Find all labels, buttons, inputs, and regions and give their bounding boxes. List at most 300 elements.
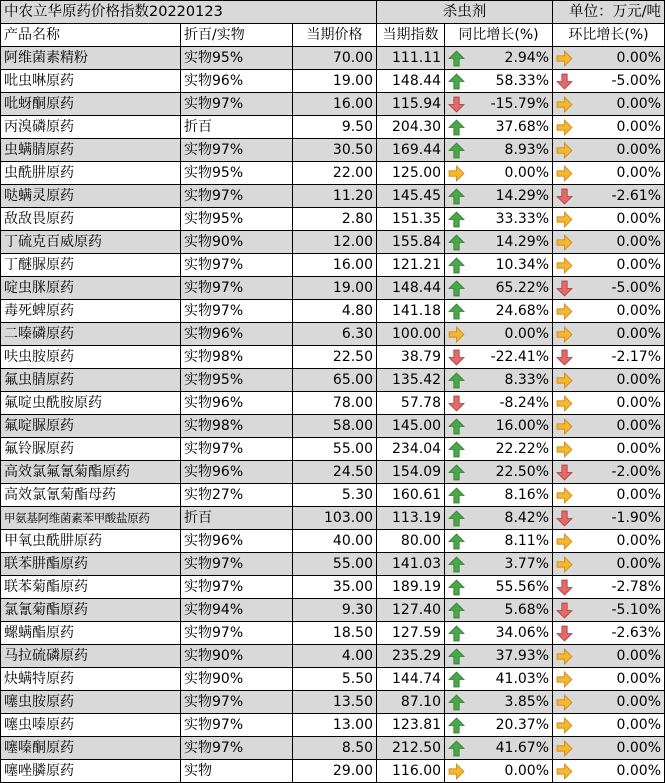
yoy-value: 3.85% <box>504 694 550 710</box>
mom-value: 0.00% <box>616 303 662 319</box>
mom-cell <box>553 691 665 714</box>
mom-value: 0.00% <box>616 326 662 342</box>
yoy-cell <box>445 70 553 93</box>
price-cell: 22.50 <box>293 346 377 369</box>
table-row <box>1 415 665 438</box>
index-cell: 141.03 <box>377 553 445 576</box>
green-up-arrow-icon <box>448 257 465 274</box>
mom-cell <box>553 415 665 438</box>
product-name-cell: 氟啶脲原药 <box>1 415 181 438</box>
table-row <box>1 231 665 254</box>
header-row <box>1 24 665 47</box>
yoy-value: 0.00% <box>504 326 550 342</box>
table-row <box>1 576 665 599</box>
mom-cell <box>553 254 665 277</box>
yellow-right-arrow-icon <box>556 303 573 320</box>
header-index: 当期指数 <box>377 24 445 47</box>
yoy-cell <box>445 47 553 70</box>
mom-value: 0.00% <box>616 119 662 135</box>
price-cell: 5.50 <box>293 668 377 691</box>
mom-cell <box>553 668 665 691</box>
table-row <box>1 530 665 553</box>
product-name-cell: 氟虫腈原药 <box>1 369 181 392</box>
table-row <box>1 116 665 139</box>
index-cell: 100.00 <box>377 323 445 346</box>
product-name-cell: 呋虫胺原药 <box>1 346 181 369</box>
index-cell: 125.00 <box>377 162 445 185</box>
red-down-arrow-icon <box>556 602 573 619</box>
spec-cell: 折百 <box>181 507 293 530</box>
green-up-arrow-icon <box>448 372 465 389</box>
mom-value: 0.00% <box>616 395 662 411</box>
table-row <box>1 300 665 323</box>
mom-value: 0.00% <box>616 717 662 733</box>
table-row <box>1 277 665 300</box>
yoy-value: 37.93% <box>495 648 550 664</box>
mom-cell <box>553 737 665 760</box>
mom-cell <box>553 530 665 553</box>
mom-value: 0.00% <box>616 211 662 227</box>
yoy-cell <box>445 254 553 277</box>
table-row <box>1 208 665 231</box>
yoy-cell <box>445 346 553 369</box>
yellow-right-arrow-icon <box>556 648 573 665</box>
index-cell: 155.84 <box>377 231 445 254</box>
green-up-arrow-icon <box>448 579 465 596</box>
index-cell: 204.30 <box>377 116 445 139</box>
yoy-cell <box>445 392 553 415</box>
yellow-right-arrow-icon <box>556 119 573 136</box>
yoy-value: 22.50% <box>495 464 550 480</box>
yoy-cell <box>445 116 553 139</box>
table-row <box>1 254 665 277</box>
spec-cell: 实物97% <box>181 185 293 208</box>
yellow-right-arrow-icon <box>556 257 573 274</box>
price-cell: 16.00 <box>293 254 377 277</box>
yoy-value: 33.33% <box>495 211 550 227</box>
index-cell: 145.00 <box>377 415 445 438</box>
yoy-value: 0.00% <box>504 763 550 779</box>
price-cell: 78.00 <box>293 392 377 415</box>
green-up-arrow-icon <box>448 119 465 136</box>
product-name-cell: 阿维菌素精粉 <box>1 47 181 70</box>
table-row <box>1 484 665 507</box>
product-name-cell: 高效氯氟氰菊酯原药 <box>1 461 181 484</box>
price-cell: 9.50 <box>293 116 377 139</box>
green-up-arrow-icon <box>448 556 465 573</box>
mom-value: -2.63% <box>611 625 662 641</box>
product-name-cell: 氟铃脲原药 <box>1 438 181 461</box>
spec-cell: 实物97% <box>181 277 293 300</box>
yoy-value: -8.24% <box>499 395 550 411</box>
red-down-arrow-icon <box>448 395 465 412</box>
price-cell: 12.00 <box>293 231 377 254</box>
yoy-cell <box>445 576 553 599</box>
product-name-cell: 哒螨灵原药 <box>1 185 181 208</box>
green-up-arrow-icon <box>448 303 465 320</box>
table-row <box>1 507 665 530</box>
price-cell: 19.00 <box>293 70 377 93</box>
unit-label: 单位：万元/吨 <box>553 1 665 24</box>
red-down-arrow-icon <box>556 349 573 366</box>
red-down-arrow-icon <box>556 579 573 596</box>
mom-value: 0.00% <box>616 441 662 457</box>
yoy-value: 8.16% <box>504 487 550 503</box>
yoy-cell <box>445 599 553 622</box>
index-cell: 141.18 <box>377 300 445 323</box>
green-up-arrow-icon <box>448 50 465 67</box>
index-cell: 169.44 <box>377 139 445 162</box>
price-cell: 4.00 <box>293 645 377 668</box>
spec-cell: 实物98% <box>181 415 293 438</box>
mom-cell <box>553 70 665 93</box>
yoy-value: -22.41% <box>490 349 550 365</box>
mom-value: -2.00% <box>611 464 662 480</box>
red-down-arrow-icon <box>448 96 465 113</box>
yoy-cell <box>445 323 553 346</box>
index-cell: 234.04 <box>377 438 445 461</box>
mom-cell <box>553 277 665 300</box>
yoy-cell <box>445 185 553 208</box>
mom-value: -2.78% <box>611 579 662 595</box>
yellow-right-arrow-icon <box>556 142 573 159</box>
table-row <box>1 392 665 415</box>
table-row <box>1 553 665 576</box>
yoy-value: 14.29% <box>495 234 550 250</box>
table-row <box>1 760 665 783</box>
spec-cell: 实物90% <box>181 668 293 691</box>
yoy-cell <box>445 139 553 162</box>
green-up-arrow-icon <box>448 487 465 504</box>
index-cell: 116.00 <box>377 760 445 783</box>
index-cell: 145.45 <box>377 185 445 208</box>
mom-cell <box>553 507 665 530</box>
green-up-arrow-icon <box>448 510 465 527</box>
product-name-cell: 噻虫嗪原药 <box>1 714 181 737</box>
yoy-value: 14.29% <box>495 188 550 204</box>
product-name-cell: 啶虫脒原药 <box>1 277 181 300</box>
yoy-cell <box>445 369 553 392</box>
index-cell: 148.44 <box>377 70 445 93</box>
yoy-value: 41.03% <box>495 671 550 687</box>
table-row <box>1 139 665 162</box>
price-cell: 9.30 <box>293 599 377 622</box>
mom-cell <box>553 47 665 70</box>
mom-cell <box>553 576 665 599</box>
table-row <box>1 714 665 737</box>
mom-value: 0.00% <box>616 533 662 549</box>
spec-cell: 实物97% <box>181 254 293 277</box>
mom-value: 0.00% <box>616 671 662 687</box>
yoy-cell <box>445 553 553 576</box>
mom-cell <box>553 346 665 369</box>
price-cell: 103.00 <box>293 507 377 530</box>
table-row <box>1 185 665 208</box>
product-name-cell: 氟啶虫酰胺原药 <box>1 392 181 415</box>
yellow-right-arrow-icon <box>556 96 573 113</box>
spec-cell: 实物97% <box>181 300 293 323</box>
product-name-cell: 丙溴磷原药 <box>1 116 181 139</box>
green-up-arrow-icon <box>448 73 465 90</box>
product-name-cell: 马拉硫磷原药 <box>1 645 181 668</box>
mom-cell <box>553 760 665 783</box>
mom-value: 0.00% <box>616 372 662 388</box>
table-row <box>1 461 665 484</box>
yoy-cell <box>445 530 553 553</box>
mom-value: -2.61% <box>611 188 662 204</box>
yoy-cell <box>445 714 553 737</box>
index-cell: 160.61 <box>377 484 445 507</box>
product-name-cell: 噻嗪酮原药 <box>1 737 181 760</box>
product-name-cell: 甲氧虫酰肼原药 <box>1 530 181 553</box>
yoy-value: 8.93% <box>504 142 550 158</box>
mom-value: -1.90% <box>611 510 662 526</box>
green-up-arrow-icon <box>448 625 465 642</box>
table-row <box>1 599 665 622</box>
mom-cell <box>553 369 665 392</box>
spec-cell: 实物97% <box>181 622 293 645</box>
index-cell: 235.29 <box>377 645 445 668</box>
index-cell: 135.42 <box>377 369 445 392</box>
mom-cell <box>553 139 665 162</box>
product-name-cell: 联苯菊酯原药 <box>1 576 181 599</box>
yoy-value: 10.34% <box>495 257 550 273</box>
price-cell: 29.00 <box>293 760 377 783</box>
mom-cell <box>553 553 665 576</box>
product-name-cell: 虫螨腈原药 <box>1 139 181 162</box>
yoy-value: 8.33% <box>504 372 550 388</box>
spec-cell: 实物98% <box>181 346 293 369</box>
sheet-title: 中农立华原药价格指数20220123 <box>1 1 377 24</box>
price-cell: 35.00 <box>293 576 377 599</box>
product-name-cell: 吡蚜酮原药 <box>1 93 181 116</box>
yoy-cell <box>445 461 553 484</box>
red-down-arrow-icon <box>556 510 573 527</box>
green-up-arrow-icon <box>448 464 465 481</box>
mom-cell <box>553 93 665 116</box>
price-cell: 70.00 <box>293 47 377 70</box>
mom-value: 0.00% <box>616 418 662 434</box>
mom-cell <box>553 392 665 415</box>
yoy-cell <box>445 622 553 645</box>
yoy-value: 65.22% <box>495 280 550 296</box>
yellow-right-arrow-icon <box>448 326 465 343</box>
yellow-right-arrow-icon <box>556 763 573 780</box>
product-name-cell: 甲氨基阿维菌素苯甲酸盐原药 <box>1 507 181 530</box>
yoy-value: 16.00% <box>495 418 550 434</box>
spec-cell: 实物96% <box>181 323 293 346</box>
table-row <box>1 691 665 714</box>
yellow-right-arrow-icon <box>556 165 573 182</box>
spec-cell: 实物95% <box>181 208 293 231</box>
yellow-right-arrow-icon <box>448 165 465 182</box>
category-label: 杀虫剂 <box>377 1 553 24</box>
index-cell: 121.21 <box>377 254 445 277</box>
price-cell: 11.20 <box>293 185 377 208</box>
yellow-right-arrow-icon <box>556 717 573 734</box>
spec-cell: 实物95% <box>181 162 293 185</box>
yoy-value: 24.68% <box>495 303 550 319</box>
title-row <box>1 1 665 24</box>
spec-cell: 实物96% <box>181 392 293 415</box>
table-row <box>1 162 665 185</box>
mom-cell <box>553 714 665 737</box>
product-name-cell: 丁醚脲原药 <box>1 254 181 277</box>
index-cell: 144.74 <box>377 668 445 691</box>
mom-cell <box>553 162 665 185</box>
yellow-right-arrow-icon <box>556 395 573 412</box>
mom-cell <box>553 484 665 507</box>
spec-cell: 实物94% <box>181 599 293 622</box>
green-up-arrow-icon <box>448 671 465 688</box>
index-cell: 111.11 <box>377 47 445 70</box>
mom-cell <box>553 185 665 208</box>
green-up-arrow-icon <box>448 211 465 228</box>
index-cell: 57.78 <box>377 392 445 415</box>
mom-value: -5.10% <box>611 602 662 618</box>
yellow-right-arrow-icon <box>556 326 573 343</box>
product-name-cell: 高效氯氰菊酯母药 <box>1 484 181 507</box>
price-cell: 30.50 <box>293 139 377 162</box>
header-yoy: 同比增长(%) <box>445 24 553 47</box>
price-cell: 58.00 <box>293 415 377 438</box>
yoy-cell <box>445 300 553 323</box>
yoy-value: 37.68% <box>495 119 550 135</box>
yellow-right-arrow-icon <box>448 763 465 780</box>
mom-cell <box>553 323 665 346</box>
spec-cell: 实物96% <box>181 461 293 484</box>
spec-cell: 实物 <box>181 760 293 783</box>
mom-cell <box>553 300 665 323</box>
yellow-right-arrow-icon <box>556 211 573 228</box>
header-mom: 环比增长(%) <box>553 24 665 47</box>
index-cell: 127.59 <box>377 622 445 645</box>
spec-cell: 实物27% <box>181 484 293 507</box>
yoy-cell <box>445 668 553 691</box>
table-row <box>1 346 665 369</box>
spec-cell: 实物97% <box>181 737 293 760</box>
spec-cell: 实物96% <box>181 70 293 93</box>
price-cell: 55.00 <box>293 553 377 576</box>
index-cell: 212.50 <box>377 737 445 760</box>
yellow-right-arrow-icon <box>556 694 573 711</box>
table-row <box>1 737 665 760</box>
red-down-arrow-icon <box>556 464 573 481</box>
yoy-cell <box>445 645 553 668</box>
yellow-right-arrow-icon <box>556 50 573 67</box>
yoy-value: 22.22% <box>495 441 550 457</box>
price-cell: 8.50 <box>293 737 377 760</box>
mom-value: -5.00% <box>611 73 662 89</box>
yoy-value: 2.94% <box>504 50 550 66</box>
yellow-right-arrow-icon <box>556 441 573 458</box>
mom-value: 0.00% <box>616 96 662 112</box>
green-up-arrow-icon <box>448 717 465 734</box>
price-cell: 18.50 <box>293 622 377 645</box>
green-up-arrow-icon <box>448 441 465 458</box>
yoy-cell <box>445 415 553 438</box>
price-cell: 2.80 <box>293 208 377 231</box>
spec-cell: 实物97% <box>181 553 293 576</box>
yoy-cell <box>445 438 553 461</box>
red-down-arrow-icon <box>448 349 465 366</box>
mom-value: -2.17% <box>611 349 662 365</box>
mom-value: 0.00% <box>616 234 662 250</box>
product-name-cell: 毒死蜱原药 <box>1 300 181 323</box>
index-cell: 123.81 <box>377 714 445 737</box>
product-name-cell: 二嗪磷原药 <box>1 323 181 346</box>
yoy-cell <box>445 208 553 231</box>
spec-cell: 实物96% <box>181 530 293 553</box>
yellow-right-arrow-icon <box>556 556 573 573</box>
product-name-cell: 丁硫克百威原药 <box>1 231 181 254</box>
mom-cell <box>553 231 665 254</box>
green-up-arrow-icon <box>448 533 465 550</box>
table-row <box>1 645 665 668</box>
product-name-cell: 虫酰肼原药 <box>1 162 181 185</box>
spec-cell: 实物90% <box>181 645 293 668</box>
red-down-arrow-icon <box>556 73 573 90</box>
price-cell: 24.50 <box>293 461 377 484</box>
price-cell: 4.80 <box>293 300 377 323</box>
spec-cell: 实物90% <box>181 231 293 254</box>
index-cell: 115.94 <box>377 93 445 116</box>
spec-cell: 实物95% <box>181 369 293 392</box>
spec-cell: 实物97% <box>181 576 293 599</box>
index-cell: 87.10 <box>377 691 445 714</box>
mom-value: 0.00% <box>616 257 662 273</box>
spec-cell: 实物97% <box>181 714 293 737</box>
yoy-cell <box>445 277 553 300</box>
mom-cell <box>553 599 665 622</box>
yoy-value: 0.00% <box>504 165 550 181</box>
yoy-value: 3.77% <box>504 556 550 572</box>
green-up-arrow-icon <box>448 602 465 619</box>
yellow-right-arrow-icon <box>556 487 573 504</box>
yoy-cell <box>445 691 553 714</box>
price-cell: 65.00 <box>293 369 377 392</box>
mom-cell <box>553 116 665 139</box>
yoy-cell <box>445 162 553 185</box>
yoy-cell <box>445 507 553 530</box>
yellow-right-arrow-icon <box>556 234 573 251</box>
yellow-right-arrow-icon <box>556 418 573 435</box>
yoy-cell <box>445 484 553 507</box>
yoy-cell <box>445 760 553 783</box>
product-name-cell: 联苯肼酯原药 <box>1 553 181 576</box>
mom-cell <box>553 622 665 645</box>
yoy-value: 5.68% <box>504 602 550 618</box>
price-cell: 13.00 <box>293 714 377 737</box>
yellow-right-arrow-icon <box>556 372 573 389</box>
product-name-cell: 氯氰菊酯原药 <box>1 599 181 622</box>
yoy-cell <box>445 231 553 254</box>
yellow-right-arrow-icon <box>556 533 573 550</box>
table-row <box>1 438 665 461</box>
index-cell: 151.35 <box>377 208 445 231</box>
green-up-arrow-icon <box>448 188 465 205</box>
header-price: 当期价格 <box>293 24 377 47</box>
green-up-arrow-icon <box>448 648 465 665</box>
index-cell: 189.19 <box>377 576 445 599</box>
spec-cell: 实物95% <box>181 47 293 70</box>
header-product-name: 产品名称 <box>1 24 181 47</box>
yoy-cell <box>445 93 553 116</box>
mom-value: 0.00% <box>616 740 662 756</box>
green-up-arrow-icon <box>448 418 465 435</box>
product-name-cell: 炔螨特原药 <box>1 668 181 691</box>
index-cell: 127.40 <box>377 599 445 622</box>
